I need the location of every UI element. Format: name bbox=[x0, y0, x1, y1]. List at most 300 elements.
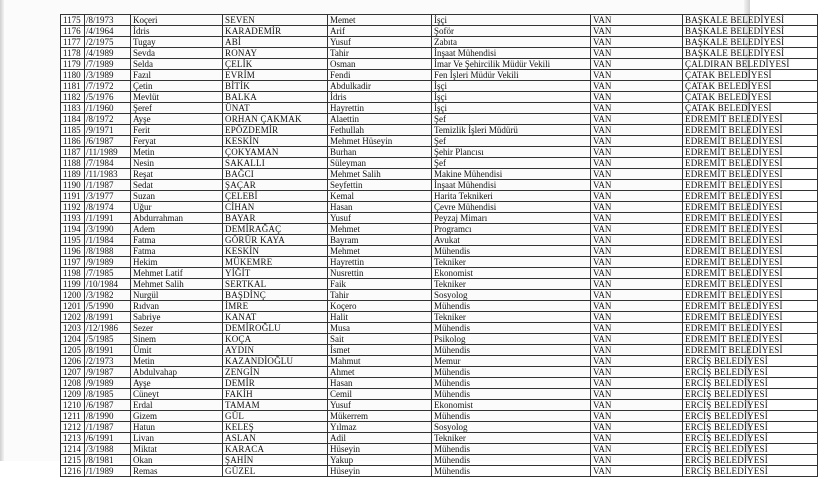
municipality-cell: EDREMİT BELEDİYESİ bbox=[683, 213, 818, 224]
row-number-cell: 1208 bbox=[61, 378, 85, 389]
city-cell: VAN bbox=[591, 400, 683, 411]
table-row bbox=[61, 224, 818, 235]
job-title-cell: Şef bbox=[432, 136, 591, 147]
municipality-cell: EDREMİT BELEDİYESİ bbox=[683, 268, 818, 279]
job-title-cell: Avukat bbox=[432, 235, 591, 246]
last-name-cell: ÇELEBİ bbox=[223, 191, 328, 202]
first-name-cell: Koçeri bbox=[131, 15, 223, 26]
first-name-cell: Sinem bbox=[131, 334, 223, 345]
first-name-cell: Fatma bbox=[131, 235, 223, 246]
job-title-cell: Ekonomist bbox=[432, 400, 591, 411]
row-number-cell: 1206 bbox=[61, 356, 85, 367]
first-name-cell: Fazıl bbox=[131, 70, 223, 81]
father-name-cell: İdris bbox=[328, 92, 432, 103]
table-row bbox=[61, 323, 818, 334]
father-name-cell: Süleyman bbox=[328, 158, 432, 169]
father-name-cell: Tahir bbox=[328, 48, 432, 59]
table-row bbox=[61, 136, 818, 147]
job-title-cell: Çevre Mühendisi bbox=[432, 202, 591, 213]
table-row bbox=[61, 48, 818, 59]
father-name-cell: Kemal bbox=[328, 191, 432, 202]
last-name-cell: KARACA bbox=[223, 444, 328, 455]
first-name-cell: Nurgül bbox=[131, 290, 223, 301]
father-name-cell: Musa bbox=[328, 323, 432, 334]
city-cell: VAN bbox=[591, 246, 683, 257]
job-title-cell: Tekniker bbox=[432, 433, 591, 444]
row-number-cell: 1182 bbox=[61, 92, 85, 103]
birth-date-cell: /7/1984 bbox=[85, 158, 131, 169]
city-cell: VAN bbox=[591, 26, 683, 37]
municipality-cell: ÇATAK BELEDİYESİ bbox=[683, 81, 818, 92]
father-name-cell: Yusuf bbox=[328, 400, 432, 411]
municipality-cell: EDREMİT BELEDİYESİ bbox=[683, 125, 818, 136]
father-name-cell: Koçero bbox=[328, 301, 432, 312]
last-name-cell: ÜNAT bbox=[223, 103, 328, 114]
last-name-cell: ÇELİK bbox=[223, 59, 328, 70]
row-number-cell: 1199 bbox=[61, 279, 85, 290]
row-number-cell: 1178 bbox=[61, 48, 85, 59]
municipality-cell: ERCİŞ BELEDİYESİ bbox=[683, 356, 818, 367]
city-cell: VAN bbox=[591, 312, 683, 323]
birth-date-cell: /9/1987 bbox=[85, 367, 131, 378]
first-name-cell: Reşat bbox=[131, 169, 223, 180]
municipality-cell: ÇATAK BELEDİYESİ bbox=[683, 70, 818, 81]
first-name-cell: Metin bbox=[131, 147, 223, 158]
municipality-cell: EDREMİT BELEDİYESİ bbox=[683, 323, 818, 334]
table-row bbox=[61, 26, 818, 37]
municipality-cell: EDREMİT BELEDİYESİ bbox=[683, 246, 818, 257]
city-cell: VAN bbox=[591, 136, 683, 147]
first-name-cell: Gizem bbox=[131, 411, 223, 422]
row-number-cell: 1210 bbox=[61, 400, 85, 411]
job-title-cell: Makine Mühendisi bbox=[432, 169, 591, 180]
job-title-cell: Şef bbox=[432, 114, 591, 125]
birth-date-cell: /1/1989 bbox=[85, 466, 131, 477]
municipality-cell: EDREMİT BELEDİYESİ bbox=[683, 301, 818, 312]
municipality-cell: BAŞKALE BELEDİYESİ bbox=[683, 26, 818, 37]
birth-date-cell: /8/1988 bbox=[85, 246, 131, 257]
city-cell: VAN bbox=[591, 323, 683, 334]
table-row bbox=[61, 59, 818, 70]
municipality-cell: EDREMİT BELEDİYESİ bbox=[683, 235, 818, 246]
birth-date-cell: /11/1989 bbox=[85, 147, 131, 158]
row-number-cell: 1181 bbox=[61, 81, 85, 92]
row-number-cell: 1186 bbox=[61, 136, 85, 147]
birth-date-cell: /5/1976 bbox=[85, 92, 131, 103]
city-cell: VAN bbox=[591, 290, 683, 301]
row-number-cell: 1177 bbox=[61, 37, 85, 48]
last-name-cell: ORHAN ÇAKMAK bbox=[223, 114, 328, 125]
city-cell: VAN bbox=[591, 466, 683, 477]
table-row bbox=[61, 312, 818, 323]
father-name-cell: Mehmet bbox=[328, 224, 432, 235]
last-name-cell: BİTİK bbox=[223, 81, 328, 92]
father-name-cell: Mehmet Salih bbox=[328, 169, 432, 180]
row-number-cell: 1176 bbox=[61, 26, 85, 37]
municipality-cell: BAŞKALE BELEDİYESİ bbox=[683, 48, 818, 59]
first-name-cell: Cüneyt bbox=[131, 389, 223, 400]
father-name-cell: Tahir bbox=[328, 290, 432, 301]
municipality-cell: EDREMİT BELEDİYESİ bbox=[683, 191, 818, 202]
table-row bbox=[61, 301, 818, 312]
last-name-cell: KANAT bbox=[223, 312, 328, 323]
table-row bbox=[61, 257, 818, 268]
father-name-cell: Yılmaz bbox=[328, 422, 432, 433]
last-name-cell: ASLAN bbox=[223, 433, 328, 444]
municipality-cell: ERCİŞ BELEDİYESİ bbox=[683, 466, 818, 477]
job-title-cell: Psikolog bbox=[432, 334, 591, 345]
last-name-cell: GÜL bbox=[223, 411, 328, 422]
table-row bbox=[61, 70, 818, 81]
row-number-cell: 1215 bbox=[61, 455, 85, 466]
father-name-cell: Cemil bbox=[328, 389, 432, 400]
row-number-cell: 1195 bbox=[61, 235, 85, 246]
row-number-cell: 1194 bbox=[61, 224, 85, 235]
table-row bbox=[61, 455, 818, 466]
table-row bbox=[61, 213, 818, 224]
father-name-cell: Mükerrem bbox=[328, 411, 432, 422]
city-cell: VAN bbox=[591, 367, 683, 378]
city-cell: VAN bbox=[591, 301, 683, 312]
first-name-cell: Rıdvan bbox=[131, 301, 223, 312]
row-number-cell: 1203 bbox=[61, 323, 85, 334]
job-title-cell: İşçi bbox=[432, 15, 591, 26]
municipality-cell: EDREMİT BELEDİYESİ bbox=[683, 257, 818, 268]
father-name-cell: Seyfettin bbox=[328, 180, 432, 191]
row-number-cell: 1187 bbox=[61, 147, 85, 158]
first-name-cell: Ayşe bbox=[131, 378, 223, 389]
first-name-cell: Ferit bbox=[131, 125, 223, 136]
first-name-cell: Tugay bbox=[131, 37, 223, 48]
table-row bbox=[61, 191, 818, 202]
table-row bbox=[61, 378, 818, 389]
row-number-cell: 1189 bbox=[61, 169, 85, 180]
municipality-cell: ERCİŞ BELEDİYESİ bbox=[683, 422, 818, 433]
birth-date-cell: /3/1990 bbox=[85, 224, 131, 235]
father-name-cell: Alaettin bbox=[328, 114, 432, 125]
job-title-cell: Şehir Plancısı bbox=[432, 147, 591, 158]
first-name-cell: Sezer bbox=[131, 323, 223, 334]
job-title-cell: Tekniker bbox=[432, 279, 591, 290]
table-row bbox=[61, 37, 818, 48]
city-cell: VAN bbox=[591, 147, 683, 158]
municipality-cell: EDREMİT BELEDİYESİ bbox=[683, 312, 818, 323]
row-number-cell: 1191 bbox=[61, 191, 85, 202]
first-name-cell: Uğur bbox=[131, 202, 223, 213]
job-title-cell: İşçi bbox=[432, 103, 591, 114]
last-name-cell: TAMAM bbox=[223, 400, 328, 411]
table-row bbox=[61, 81, 818, 92]
last-name-cell: ABİ bbox=[223, 37, 328, 48]
city-cell: VAN bbox=[591, 213, 683, 224]
municipality-cell: ERCİŞ BELEDİYESİ bbox=[683, 411, 818, 422]
birth-date-cell: /6/1991 bbox=[85, 433, 131, 444]
city-cell: VAN bbox=[591, 70, 683, 81]
job-title-cell: İşçi bbox=[432, 92, 591, 103]
job-title-cell: Şef bbox=[432, 158, 591, 169]
job-title-cell: Fen İşleri Müdür Vekili bbox=[432, 70, 591, 81]
last-name-cell: EPÖZDEMİR bbox=[223, 125, 328, 136]
father-name-cell: Yusuf bbox=[328, 37, 432, 48]
row-number-cell: 1185 bbox=[61, 125, 85, 136]
municipality-cell: EDREMİT BELEDİYESİ bbox=[683, 158, 818, 169]
row-number-cell: 1179 bbox=[61, 59, 85, 70]
last-name-cell: ÇOKYAMAN bbox=[223, 147, 328, 158]
birth-date-cell: /4/1964 bbox=[85, 26, 131, 37]
table-row bbox=[61, 279, 818, 290]
city-cell: VAN bbox=[591, 15, 683, 26]
table-row bbox=[61, 389, 818, 400]
job-title-cell: Tekniker bbox=[432, 312, 591, 323]
first-name-cell: Abdulvahap bbox=[131, 367, 223, 378]
first-name-cell: Şeref bbox=[131, 103, 223, 114]
father-name-cell: Arif bbox=[328, 26, 432, 37]
birth-date-cell: /1/1987 bbox=[85, 180, 131, 191]
row-number-cell: 1198 bbox=[61, 268, 85, 279]
job-title-cell: Mühendis bbox=[432, 345, 591, 356]
job-title-cell: Mühendis bbox=[432, 323, 591, 334]
table-row bbox=[61, 180, 818, 191]
row-number-cell: 1190 bbox=[61, 180, 85, 191]
table-row bbox=[61, 202, 818, 213]
city-cell: VAN bbox=[591, 59, 683, 70]
municipality-cell: ERCİŞ BELEDİYESİ bbox=[683, 400, 818, 411]
city-cell: VAN bbox=[591, 334, 683, 345]
job-title-cell: Mühendis bbox=[432, 466, 591, 477]
table-body bbox=[61, 15, 818, 477]
first-name-cell: Sedat bbox=[131, 180, 223, 191]
city-cell: VAN bbox=[591, 48, 683, 59]
birth-date-cell: /10/1984 bbox=[85, 279, 131, 290]
table-row bbox=[61, 103, 818, 114]
job-title-cell: Sosyolog bbox=[432, 422, 591, 433]
row-number-cell: 1183 bbox=[61, 103, 85, 114]
job-title-cell: Mühendis bbox=[432, 444, 591, 455]
city-cell: VAN bbox=[591, 92, 683, 103]
first-name-cell: Hatun bbox=[131, 422, 223, 433]
municipality-cell: EDREMİT BELEDİYESİ bbox=[683, 290, 818, 301]
birth-date-cell: /7/1972 bbox=[85, 81, 131, 92]
birth-date-cell: /2/1975 bbox=[85, 37, 131, 48]
last-name-cell: SEVEN bbox=[223, 15, 328, 26]
table-row bbox=[61, 158, 818, 169]
city-cell: VAN bbox=[591, 455, 683, 466]
job-title-cell: İnşaat Mühendisi bbox=[432, 180, 591, 191]
last-name-cell: CİHAN bbox=[223, 202, 328, 213]
table-row bbox=[61, 345, 818, 356]
birth-date-cell: /8/1972 bbox=[85, 114, 131, 125]
first-name-cell: Çetin bbox=[131, 81, 223, 92]
first-name-cell: Mehmet Salih bbox=[131, 279, 223, 290]
father-name-cell: Hayrettin bbox=[328, 257, 432, 268]
municipality-cell: ÇALDIRAN BELEDİYESİ bbox=[683, 59, 818, 70]
father-name-cell: Hayrettin bbox=[328, 103, 432, 114]
row-number-cell: 1212 bbox=[61, 422, 85, 433]
father-name-cell: Yakup bbox=[328, 455, 432, 466]
municipality-cell: EDREMİT BELEDİYESİ bbox=[683, 136, 818, 147]
first-name-cell: Okan bbox=[131, 455, 223, 466]
municipality-cell: EDREMİT BELEDİYESİ bbox=[683, 169, 818, 180]
municipality-cell: EDREMİT BELEDİYESİ bbox=[683, 279, 818, 290]
job-title-cell: Mühendis bbox=[432, 455, 591, 466]
last-name-cell: BAYAR bbox=[223, 213, 328, 224]
first-name-cell: Abdurrahman bbox=[131, 213, 223, 224]
birth-date-cell: /3/1989 bbox=[85, 70, 131, 81]
city-cell: VAN bbox=[591, 114, 683, 125]
city-cell: VAN bbox=[591, 37, 683, 48]
last-name-cell: DEMİR bbox=[223, 378, 328, 389]
city-cell: VAN bbox=[591, 444, 683, 455]
last-name-cell: GÜZEL bbox=[223, 466, 328, 477]
table-row bbox=[61, 15, 818, 26]
father-name-cell: Sait bbox=[328, 334, 432, 345]
birth-date-cell: /9/1971 bbox=[85, 125, 131, 136]
row-number-cell: 1175 bbox=[61, 15, 85, 26]
row-number-cell: 1197 bbox=[61, 257, 85, 268]
last-name-cell: KAZANDİOĞLU bbox=[223, 356, 328, 367]
row-number-cell: 1188 bbox=[61, 158, 85, 169]
job-title-cell: Zabıta bbox=[432, 37, 591, 48]
city-cell: VAN bbox=[591, 103, 683, 114]
job-title-cell: İmar Ve Şehircilik Müdür Vekili bbox=[432, 59, 591, 70]
birth-date-cell: /1/1960 bbox=[85, 103, 131, 114]
municipality-cell: EDREMİT BELEDİYESİ bbox=[683, 114, 818, 125]
table-row bbox=[61, 235, 818, 246]
first-name-cell: Sabriye bbox=[131, 312, 223, 323]
birth-date-cell: /11/1983 bbox=[85, 169, 131, 180]
city-cell: VAN bbox=[591, 268, 683, 279]
table-row bbox=[61, 400, 818, 411]
birth-date-cell: /7/1989 bbox=[85, 59, 131, 70]
city-cell: VAN bbox=[591, 279, 683, 290]
table-row bbox=[61, 444, 818, 455]
first-name-cell: Erdal bbox=[131, 400, 223, 411]
last-name-cell: BALKA bbox=[223, 92, 328, 103]
city-cell: VAN bbox=[591, 411, 683, 422]
city-cell: VAN bbox=[591, 191, 683, 202]
last-name-cell: KOÇA bbox=[223, 334, 328, 345]
last-name-cell: FAKİH bbox=[223, 389, 328, 400]
table-row bbox=[61, 147, 818, 158]
municipality-cell: EDREMİT BELEDİYESİ bbox=[683, 334, 818, 345]
last-name-cell: ZENGİN bbox=[223, 367, 328, 378]
last-name-cell: KELEŞ bbox=[223, 422, 328, 433]
birth-date-cell: /2/1973 bbox=[85, 356, 131, 367]
table-row bbox=[61, 125, 818, 136]
birth-date-cell: /5/1985 bbox=[85, 334, 131, 345]
table-row bbox=[61, 92, 818, 103]
father-name-cell: Ahmet bbox=[328, 367, 432, 378]
father-name-cell: Abdulkadir bbox=[328, 81, 432, 92]
first-name-cell: Suzan bbox=[131, 191, 223, 202]
birth-date-cell: /9/1989 bbox=[85, 257, 131, 268]
row-number-cell: 1201 bbox=[61, 301, 85, 312]
birth-date-cell: /8/1991 bbox=[85, 345, 131, 356]
job-title-cell: Mühendis bbox=[432, 246, 591, 257]
birth-date-cell: /1/1984 bbox=[85, 235, 131, 246]
job-title-cell: Tekniker bbox=[432, 257, 591, 268]
first-name-cell: Nesin bbox=[131, 158, 223, 169]
table-row bbox=[61, 268, 818, 279]
city-cell: VAN bbox=[591, 345, 683, 356]
row-number-cell: 1200 bbox=[61, 290, 85, 301]
first-name-cell: İdris bbox=[131, 26, 223, 37]
row-number-cell: 1213 bbox=[61, 433, 85, 444]
page-edge-left bbox=[0, 0, 4, 461]
row-number-cell: 1193 bbox=[61, 213, 85, 224]
father-name-cell: Yusuf bbox=[328, 213, 432, 224]
birth-date-cell: /1/1987 bbox=[85, 422, 131, 433]
municipality-cell: ÇATAK BELEDİYESİ bbox=[683, 103, 818, 114]
last-name-cell: YİĞİT bbox=[223, 268, 328, 279]
first-name-cell: Miktat bbox=[131, 444, 223, 455]
municipality-cell: ERCİŞ BELEDİYESİ bbox=[683, 455, 818, 466]
birth-date-cell: /8/1981 bbox=[85, 455, 131, 466]
job-title-cell: Ekonomist bbox=[432, 268, 591, 279]
row-number-cell: 1209 bbox=[61, 389, 85, 400]
father-name-cell: Mehmet bbox=[328, 246, 432, 257]
father-name-cell: Fendi bbox=[328, 70, 432, 81]
birth-date-cell: /1/1991 bbox=[85, 213, 131, 224]
city-cell: VAN bbox=[591, 202, 683, 213]
job-title-cell: Memur bbox=[432, 356, 591, 367]
first-name-cell: Selda bbox=[131, 59, 223, 70]
birth-date-cell: /8/1991 bbox=[85, 312, 131, 323]
row-number-cell: 1214 bbox=[61, 444, 85, 455]
last-name-cell: BAĞCI bbox=[223, 169, 328, 180]
table-row bbox=[61, 367, 818, 378]
father-name-cell: Burhan bbox=[328, 147, 432, 158]
municipality-cell: EDREMİT BELEDİYESİ bbox=[683, 147, 818, 158]
table-row bbox=[61, 411, 818, 422]
birth-date-cell: /3/1982 bbox=[85, 290, 131, 301]
last-name-cell: İMRE bbox=[223, 301, 328, 312]
municipality-cell: ERCİŞ BELEDİYESİ bbox=[683, 444, 818, 455]
first-name-cell: Feryat bbox=[131, 136, 223, 147]
row-number-cell: 1204 bbox=[61, 334, 85, 345]
father-name-cell: İsmet bbox=[328, 345, 432, 356]
job-title-cell: Peyzaj Mimarı bbox=[432, 213, 591, 224]
last-name-cell: SAKALLI bbox=[223, 158, 328, 169]
municipality-cell: EDREMİT BELEDİYESİ bbox=[683, 180, 818, 191]
city-cell: VAN bbox=[591, 81, 683, 92]
birth-date-cell: /8/1985 bbox=[85, 389, 131, 400]
father-name-cell: Mahmut bbox=[328, 356, 432, 367]
municipality-cell: EDREMİT BELEDİYESİ bbox=[683, 202, 818, 213]
city-cell: VAN bbox=[591, 235, 683, 246]
row-number-cell: 1205 bbox=[61, 345, 85, 356]
table-row bbox=[61, 114, 818, 125]
job-title-cell: Mühendis bbox=[432, 411, 591, 422]
first-name-cell: Metin bbox=[131, 356, 223, 367]
table-row bbox=[61, 290, 818, 301]
first-name-cell: Sevda bbox=[131, 48, 223, 59]
last-name-cell: KESKİN bbox=[223, 136, 328, 147]
table-row bbox=[61, 422, 818, 433]
city-cell: VAN bbox=[591, 433, 683, 444]
municipality-cell: ERCİŞ BELEDİYESİ bbox=[683, 389, 818, 400]
father-name-cell: Faik bbox=[328, 279, 432, 290]
table-row bbox=[61, 356, 818, 367]
father-name-cell: Memet bbox=[328, 15, 432, 26]
city-cell: VAN bbox=[591, 158, 683, 169]
row-number-cell: 1192 bbox=[61, 202, 85, 213]
birth-date-cell: /4/1989 bbox=[85, 48, 131, 59]
municipality-cell: ERCİŞ BELEDİYESİ bbox=[683, 378, 818, 389]
last-name-cell: EVRİM bbox=[223, 70, 328, 81]
table-row bbox=[61, 433, 818, 444]
city-cell: VAN bbox=[591, 180, 683, 191]
